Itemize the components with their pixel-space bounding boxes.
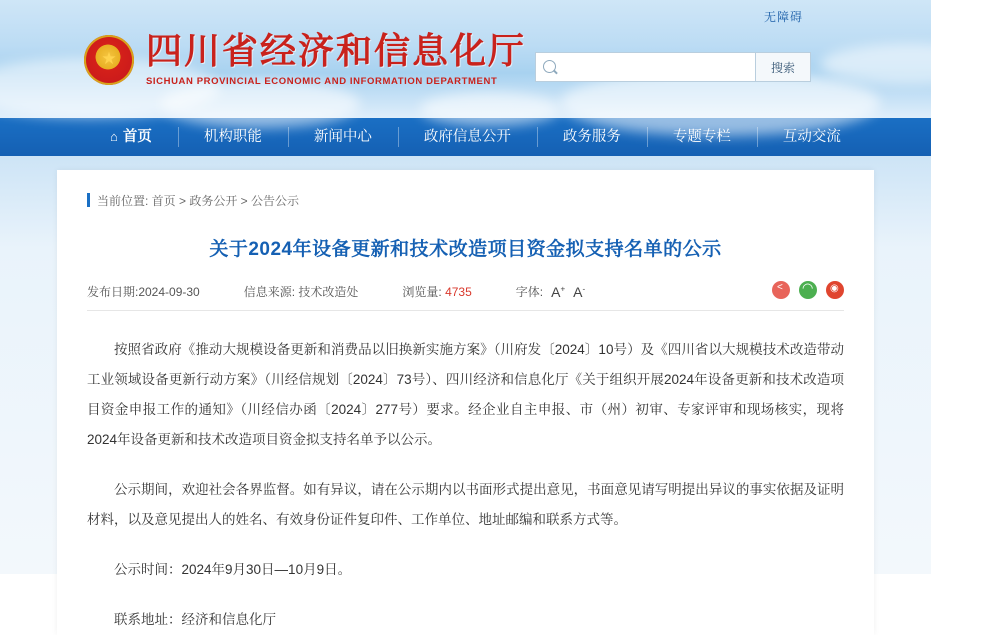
cloud-decoration xyxy=(820,44,1000,84)
site-title-en: SICHUAN PROVINCIAL ECONOMIC AND INFORMATION DEPARTMENT xyxy=(146,76,498,87)
site-title-cn: 四川省经济和信息化厅 xyxy=(146,31,527,72)
font-size-control xyxy=(516,283,585,300)
font-decrease-button[interactable]: A- xyxy=(573,283,586,300)
breadcrumb[interactable]: 当前位置: 首页 > 政务公开 > 公告公示 xyxy=(87,192,844,208)
search-input[interactable] xyxy=(535,52,755,82)
article-card xyxy=(57,170,874,635)
site-header-banner xyxy=(0,0,931,118)
article-meta-bar xyxy=(87,283,844,311)
search-input-wrap xyxy=(535,52,755,82)
nav-item-organization[interactable]: 机构职能 xyxy=(178,118,288,156)
article-paragraph: 公示时间：2024年9月30日—10月9日。 xyxy=(114,562,352,577)
home-icon: ⌂ xyxy=(110,129,118,144)
site-search xyxy=(535,52,811,82)
article-paragraph: 公示期间，欢迎社会各界监督。如有异议，请在公示期内以书面形式提出意见，书面意见请写明提出异议的事实依据及证明材料，以及意见提出人的姓名、有效身份证件复印件、工作单位、地址邮编和联系方式等。 xyxy=(87,482,844,527)
font-increase-button[interactable]: A+ xyxy=(551,283,566,300)
page-title: 关于2024年设备更新和技术改造项目资金拟支持名单的公示 xyxy=(209,239,722,260)
view-count-label: 浏览量: xyxy=(402,285,442,299)
nav-item-topics[interactable]: 专题专栏 xyxy=(647,118,757,156)
nav-item-home-label: 首页 xyxy=(122,129,152,145)
publish-date: 发布日期:2024-09-30 xyxy=(87,285,200,299)
main-navigation xyxy=(0,118,931,156)
nav-item-gov-info[interactable]: 政府信息公开 xyxy=(398,118,537,156)
share-group xyxy=(772,281,844,299)
page-body xyxy=(0,156,931,627)
view-count-value: 4735 xyxy=(445,285,472,299)
nav-item-gov-services[interactable]: 政务服务 xyxy=(537,118,647,156)
view-count xyxy=(402,283,471,300)
national-emblem-icon xyxy=(84,35,134,85)
nav-item-news[interactable]: 新闻中心 xyxy=(288,118,398,156)
share-icon[interactable] xyxy=(772,281,790,299)
search-button[interactable]: 搜索 xyxy=(755,52,811,82)
site-logo[interactable] xyxy=(84,31,527,87)
font-size-label: 字体: xyxy=(515,285,544,299)
nav-item-interaction[interactable]: 互动交流 xyxy=(757,118,867,156)
info-source: 信息来源: 技术改造处 xyxy=(243,285,359,299)
accessibility-link[interactable]: 无障碍 xyxy=(763,10,803,24)
article-paragraph: 按照省政府《推动大规模设备更新和消费品以旧换新实施方案》（川府发〔2024〕10号）及《四川省以大规模技术改造带动工业领域设备更新行动方案》（川经信规划〔2024〕73号）、四川经济和信息化厅《关于组织开展2024年设备更新和技术改造项目资金申报工作的通知》（川经信办函〔2024〕277号）要求。经企业自主申报、市（州）初审、专家评审和现场核实，现将2024年设备更新和技术改造项目资金拟支持名单予以公示。 xyxy=(87,342,844,447)
nav-item-home[interactable] xyxy=(84,118,178,156)
weibo-icon[interactable] xyxy=(826,281,844,299)
site-title-group xyxy=(146,31,527,87)
article-body xyxy=(87,335,844,635)
article-paragraph: 联系地址：经济和信息化厅 xyxy=(114,612,276,627)
wechat-icon[interactable] xyxy=(799,281,817,299)
